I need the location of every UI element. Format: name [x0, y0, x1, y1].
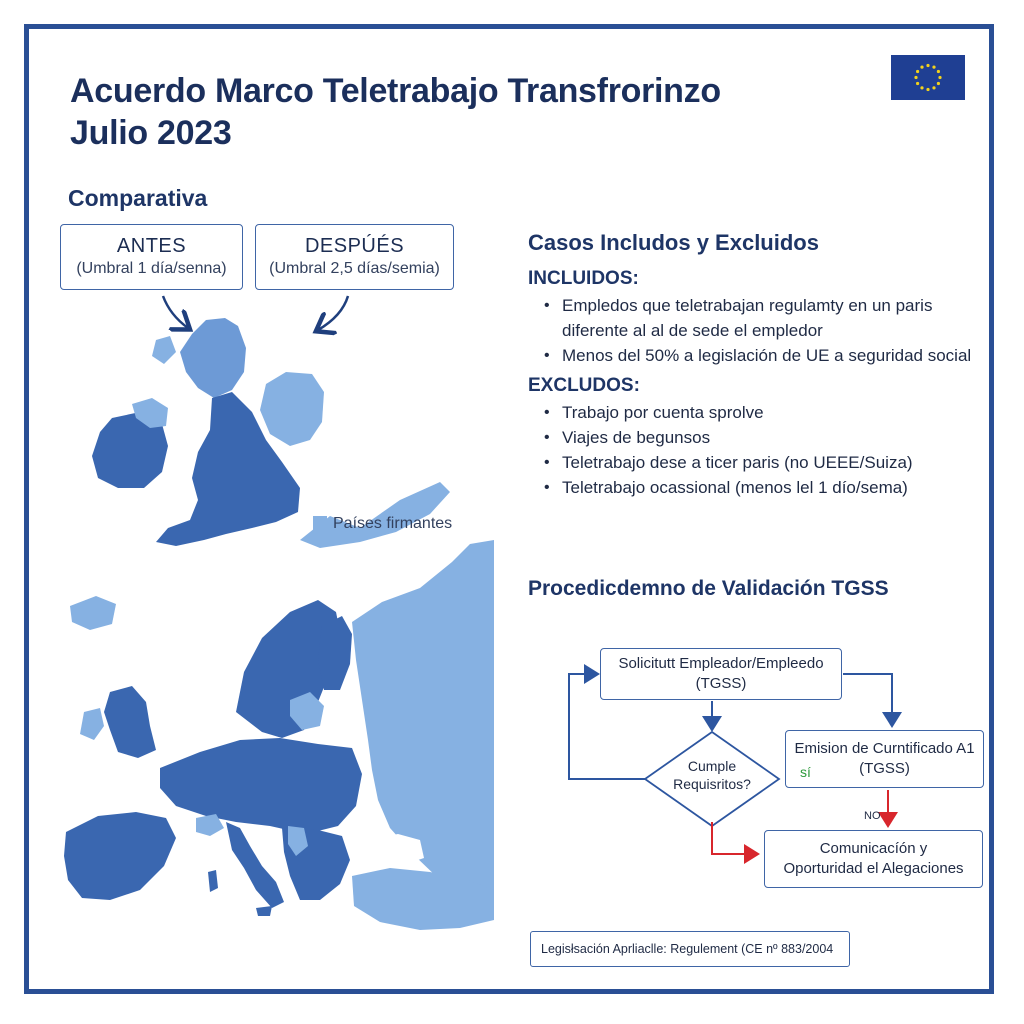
- list-item: • Viajes de begunsos: [540, 425, 980, 450]
- cumple-line-1: Cumple: [687, 758, 737, 774]
- antes-threshold: (Umbral 1 día/senna): [76, 260, 227, 277]
- emision-line-2: (TGSS): [859, 760, 910, 777]
- cumple-label: [653, 757, 771, 793]
- legislacion-box: Legisłsación Aprliaclle: Regulement (CE nº 883/2004: [530, 931, 850, 967]
- list-item: • Teletrabajo dese a ticer paris (no UEEE/Suiza): [540, 450, 980, 475]
- legend-label: Países firmantes: [333, 515, 453, 532]
- comunicacion-line-2: Oporturidad el Alegaciones: [783, 860, 964, 877]
- excluidos-title: EXCLUDOS:: [528, 375, 640, 396]
- title-line-1: Acuerdo Marco Teletrabajo Transfrorinzo: [70, 72, 721, 110]
- incluidos-title: INCLUIDOS:: [528, 268, 639, 289]
- solicitud-line-1: Solicitutt Empleador/Empleedo: [618, 655, 824, 672]
- procedimiento-title: Procedicdemno de Validación TGSS: [528, 577, 889, 600]
- title-line-2: Julio 2023: [70, 114, 232, 152]
- despues-label: DESPÚÉS: [304, 235, 405, 257]
- list-item: • Teletrabajo ocassional (menos lel 1 dío/sema): [540, 475, 980, 500]
- solicitud-line-2: (TGSS): [695, 675, 747, 692]
- antes-label: ANTES: [116, 235, 187, 257]
- comunicacion-box: [764, 830, 983, 888]
- despues-threshold: (Umbral 2,5 días/semia): [269, 260, 440, 277]
- comparativa-title: Comparativa: [68, 185, 208, 211]
- si-label: sí: [800, 764, 811, 780]
- no-label: NO: [864, 810, 881, 822]
- comunicacion-line-1: Comunicacíón y: [819, 840, 928, 857]
- solicitud-to-emision-arrow: [843, 674, 892, 726]
- list-item: • Empledos que teletrabajan regulamty en un paris diferente al al de sede el empledor: [540, 293, 990, 343]
- solicitud-box: [600, 648, 842, 700]
- list-item: • Trabajo por cuenta sprolve: [540, 400, 980, 425]
- cumple-line-2: Requisritos?: [673, 776, 751, 792]
- cumple-to-comunicacion-arrow: [712, 822, 758, 854]
- list-item: • Menos del 50% a legislación de UE a seguridad social: [540, 343, 990, 368]
- emision-line-1: Emision de Curntificado A1: [794, 740, 975, 757]
- emision-box: [785, 730, 984, 788]
- casos-title: Casos Includos y Excluidos: [528, 230, 819, 255]
